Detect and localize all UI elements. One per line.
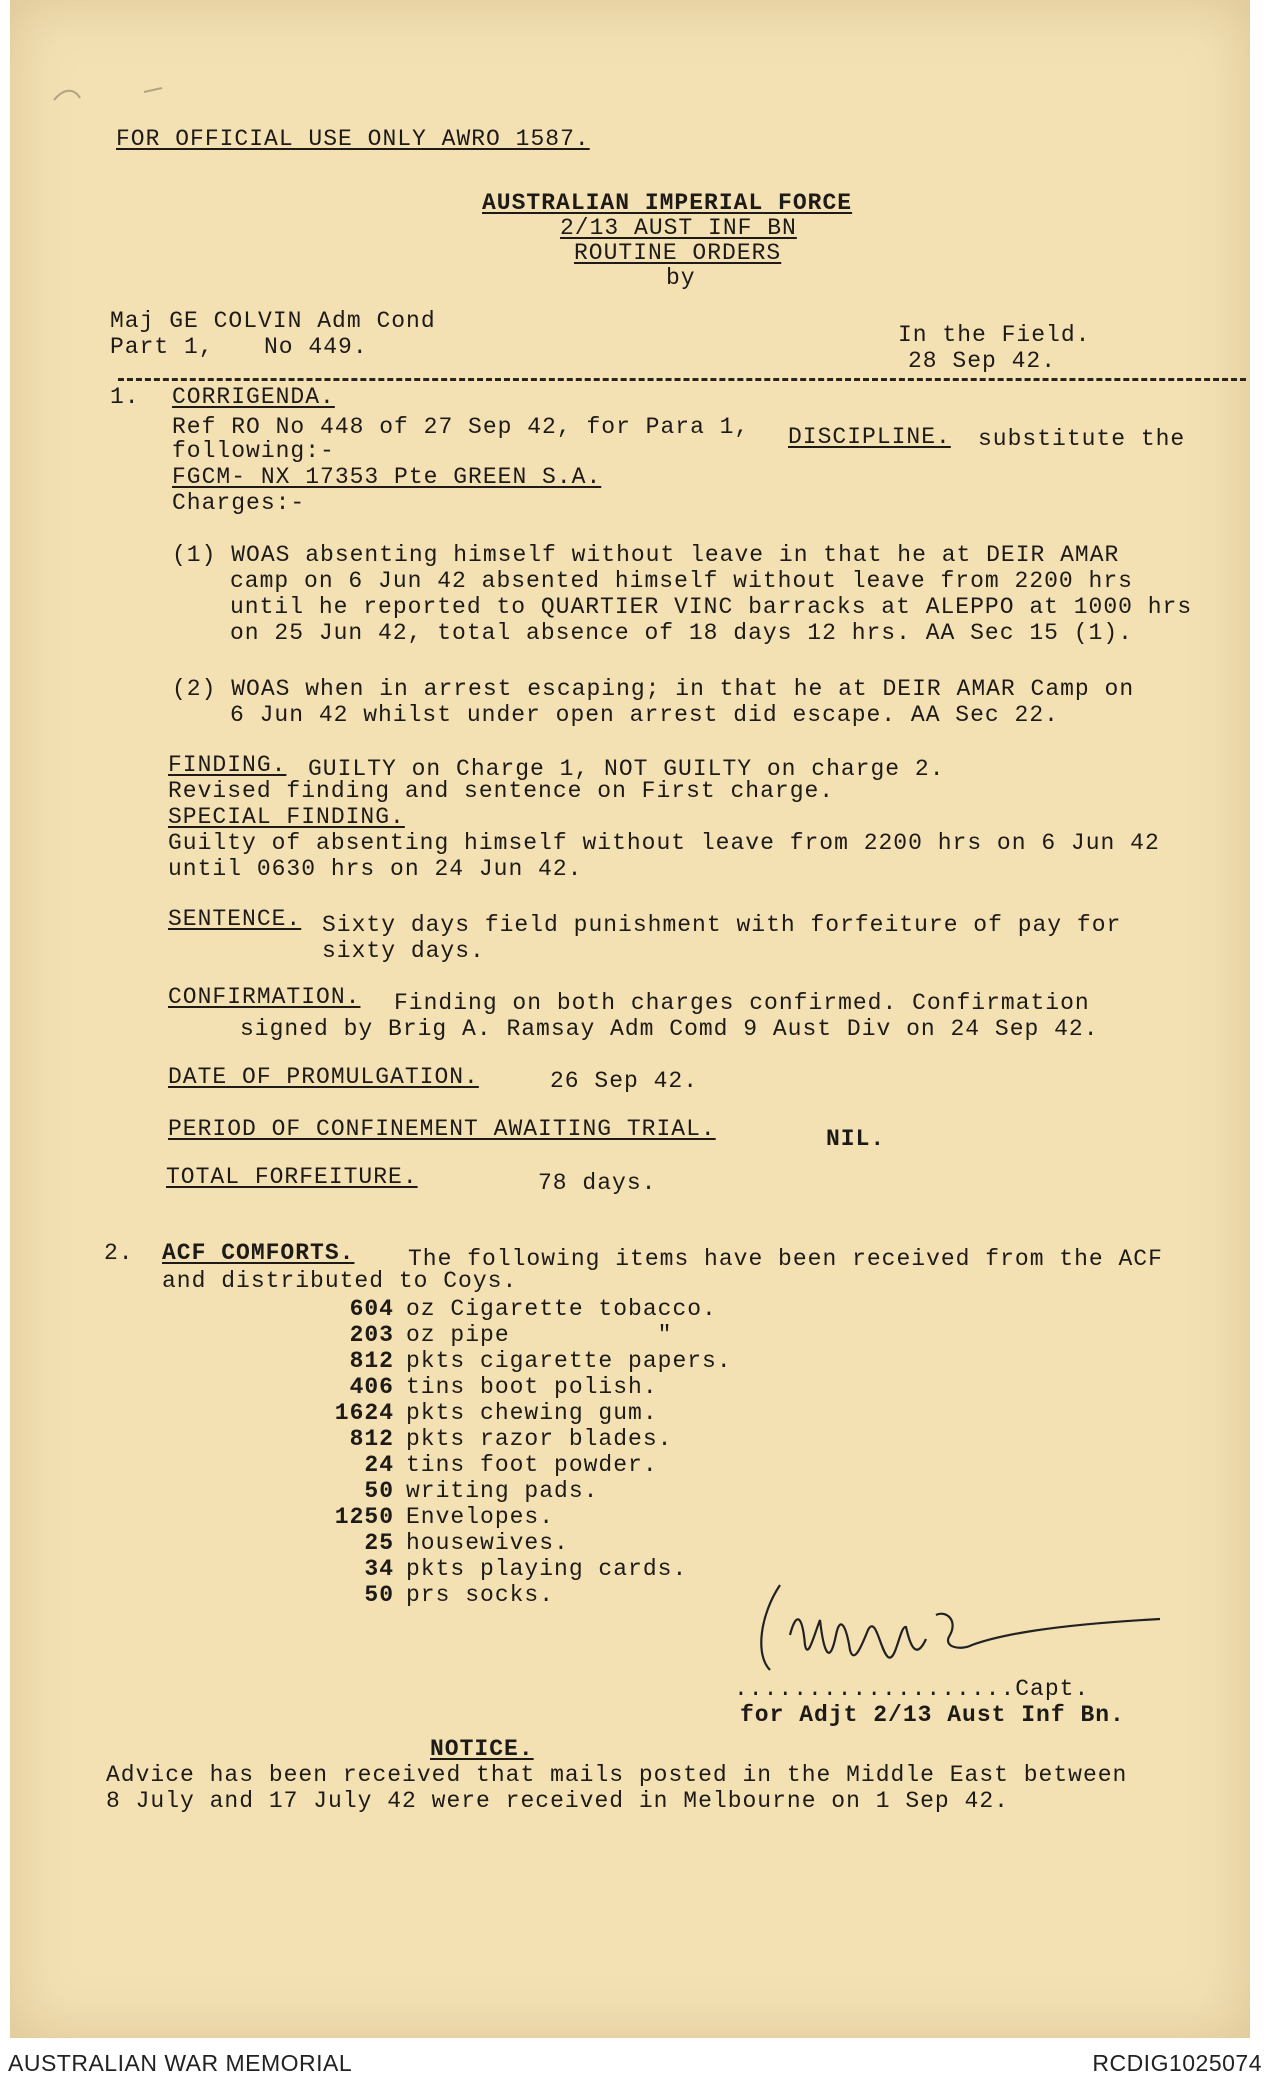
order-number: No 449.: [264, 334, 368, 360]
signature-dots-capt: ...................Capt.: [734, 1676, 1090, 1702]
ref-line-2: following:-: [172, 438, 335, 464]
title-line-1: AUSTRALIAN IMPERIAL FORCE: [482, 190, 853, 216]
item-qty: 50: [364, 1478, 394, 1504]
item-qty: 812: [349, 1426, 394, 1452]
list-item: [310, 1582, 732, 1608]
list-item: [310, 1296, 732, 1322]
notice-line-2: 8 July and 17 July 42 were received in Melbourne on 1 Sep 42.: [106, 1788, 1009, 1814]
issuer: Maj GE COLVIN Adm Cond: [110, 308, 436, 334]
para1-number: 1.: [110, 384, 140, 410]
notice-heading: NOTICE.: [430, 1736, 534, 1762]
confirmation-line-1: Finding on both charges confirmed. Confirmation: [394, 990, 1090, 1016]
comforts-list: [310, 1296, 732, 1608]
footer-reference: RCDIG1025074: [1092, 2050, 1262, 2076]
item-qty: 812: [349, 1348, 394, 1374]
item-desc: pkts playing cards.: [406, 1556, 688, 1582]
item-desc: tins foot powder.: [406, 1452, 658, 1478]
para2-intro-b: and distributed to Coys.: [162, 1268, 518, 1294]
para2-heading: ACF COMFORTS.: [162, 1240, 355, 1266]
item-desc: prs socks.: [406, 1582, 555, 1608]
order-date: 28 Sep 42.: [908, 348, 1057, 374]
item-desc: oz pipe ": [406, 1322, 673, 1348]
item-desc: pkts cigarette papers.: [406, 1348, 732, 1374]
charge1-line-3: until he reported to QUARTIER VINC barracks at ALEPPO at 1000 hrs: [230, 594, 1193, 620]
list-item: [310, 1478, 732, 1504]
title-line-4: by: [666, 265, 696, 291]
sentence-line-1: Sixty days field punishment with forfeiture of pay for: [322, 912, 1122, 938]
forfeiture-value: 78 days.: [538, 1170, 657, 1196]
item-desc: tins boot polish.: [406, 1374, 658, 1400]
list-item: [310, 1452, 732, 1478]
handwritten-signature: [750, 1575, 1170, 1685]
item-desc: oz Cigarette tobacco.: [406, 1296, 717, 1322]
item-desc: pkts chewing gum.: [406, 1400, 658, 1426]
special-finding-label: SPECIAL FINDING.: [168, 804, 405, 830]
confirmation-label: CONFIRMATION.: [168, 984, 361, 1010]
item-qty: 25: [364, 1530, 394, 1556]
revised-line: Revised finding and sentence on First charge.: [168, 778, 835, 804]
confinement-label: PERIOD OF CONFINEMENT AWAITING TRIAL.: [168, 1116, 716, 1142]
notice-line-1: Advice has been received that mails posted in the Middle East between: [106, 1762, 1128, 1788]
item-desc: pkts razor blades.: [406, 1426, 673, 1452]
charge2-line-1: (2) WOAS when in arrest escaping; in that he at DEIR AMAR Camp on: [172, 676, 1135, 702]
list-item: [310, 1530, 732, 1556]
para2-number: 2.: [104, 1240, 134, 1266]
para2-intro-a: The following items have been received from the ACF: [408, 1246, 1163, 1272]
list-item: [310, 1322, 732, 1348]
footer-source: AUSTRALIAN WAR MEMORIAL: [8, 2050, 353, 2076]
forfeiture-label: TOTAL FORFEITURE.: [166, 1164, 418, 1190]
charge2-line-2: 6 Jun 42 whilst under open arrest did escape. AA Sec 22.: [230, 702, 1059, 728]
location: In the Field.: [898, 322, 1091, 348]
special-line-1: Guilty of absenting himself without leave from 2200 hrs on 6 Jun 42: [168, 830, 1160, 856]
separator-line: [118, 378, 1246, 381]
charge1-line-2: camp on 6 Jun 42 absented himself without leave from 2200 hrs: [230, 568, 1133, 594]
finding-label: FINDING.: [168, 752, 287, 778]
list-item: [310, 1374, 732, 1400]
pin-mark-icon: [44, 80, 184, 110]
finding-text: GUILTY on Charge 1, NOT GUILTY on charge 2.: [308, 756, 945, 782]
charge1-line-4: on 25 Jun 42, total absence of 18 days 12 hrs. AA Sec 15 (1).: [230, 620, 1133, 646]
item-qty: 203: [349, 1322, 394, 1348]
title-line-2: 2/13 AUST INF BN: [560, 215, 797, 241]
item-desc: writing pads.: [406, 1478, 599, 1504]
sentence-line-2: sixty days.: [322, 938, 485, 964]
document-page: [10, 0, 1250, 2038]
for-adjt-line: for Adjt 2/13 Aust Inf Bn.: [740, 1702, 1125, 1728]
promulgation-value: 26 Sep 42.: [550, 1068, 699, 1094]
fgcm-line: FGCM- NX 17353 Pte GREEN S.A.: [172, 464, 602, 490]
item-desc: housewives.: [406, 1530, 569, 1556]
confinement-value: NIL.: [826, 1126, 886, 1152]
title-line-3: ROUTINE ORDERS: [574, 240, 782, 266]
item-desc: Envelopes.: [406, 1504, 555, 1530]
ref-line-discipline: DISCIPLINE.: [788, 424, 951, 450]
part-label: Part 1,: [110, 334, 214, 360]
charges-label: Charges:-: [172, 490, 306, 516]
charge1-line-1: (1) WOAS absenting himself without leave in that he at DEIR AMAR: [172, 542, 1120, 568]
item-qty: 1250: [334, 1504, 394, 1530]
confirmation-line-2: signed by Brig A. Ramsay Adm Comd 9 Aust Div on 24 Sep 42.: [240, 1016, 1099, 1042]
list-item: [310, 1400, 732, 1426]
item-qty: 604: [349, 1296, 394, 1322]
ref-line-a: Ref RO No 448 of 27 Sep 42, for Para 1,: [172, 414, 750, 440]
item-qty: 406: [349, 1374, 394, 1400]
item-qty: 34: [364, 1556, 394, 1582]
list-item: [310, 1426, 732, 1452]
sentence-label: SENTENCE.: [168, 906, 302, 932]
item-qty: 24: [364, 1452, 394, 1478]
list-item: [310, 1556, 732, 1582]
list-item: [310, 1348, 732, 1374]
para1-heading: CORRIGENDA.: [172, 384, 335, 410]
list-item: [310, 1504, 732, 1530]
item-qty: 50: [364, 1582, 394, 1608]
ref-line-c: substitute the: [978, 426, 1186, 452]
item-qty: 1624: [334, 1400, 394, 1426]
promulgation-label: DATE OF PROMULGATION.: [168, 1064, 479, 1090]
special-line-2: until 0630 hrs on 24 Jun 42.: [168, 856, 583, 882]
classification-line: FOR OFFICIAL USE ONLY AWRO 1587.: [116, 126, 590, 152]
